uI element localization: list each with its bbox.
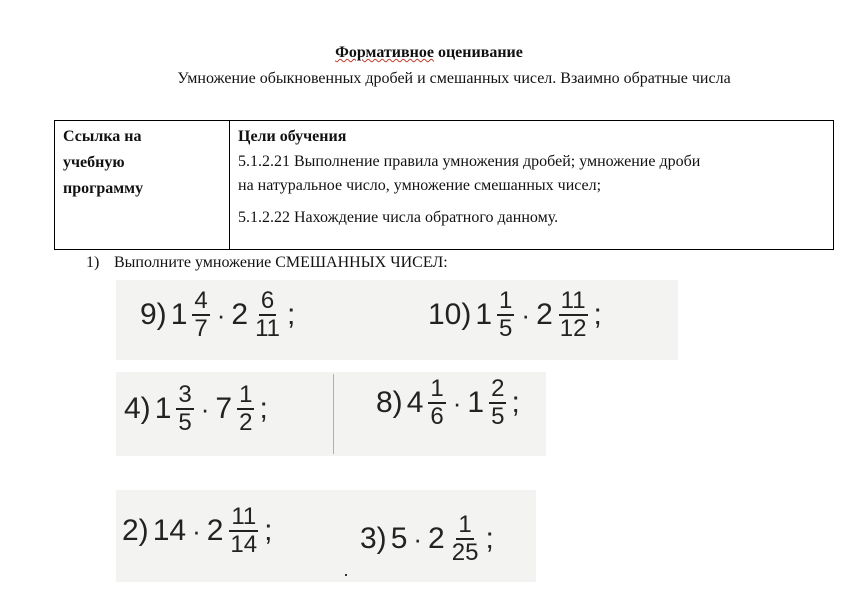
fraction xyxy=(237,382,254,436)
stray-dot xyxy=(345,574,347,576)
exercise-label: 4) xyxy=(124,392,151,425)
semicolon: ; xyxy=(287,298,296,331)
page-title xyxy=(0,44,858,62)
exercise-label: 3) xyxy=(360,522,387,555)
task-text: Выполните умножение СМЕШАННЫХ ЧИСЕЛ: xyxy=(114,254,448,271)
denominator: 12 xyxy=(559,315,587,342)
reference-line: программу xyxy=(63,180,144,197)
goals-table xyxy=(54,120,834,250)
exercise-10 xyxy=(428,288,602,342)
numerator: 2 xyxy=(491,375,505,402)
goal-1-line-1: 5.1.2.21 Выполнение правила умножения дробей; умножение дроби xyxy=(238,153,701,170)
exercise-4 xyxy=(124,382,268,436)
fraction xyxy=(253,288,282,342)
numerator: 11 xyxy=(231,503,257,530)
title-word-1: Формативное xyxy=(335,44,434,61)
semicolon: ; xyxy=(485,522,494,555)
goal-2: 5.1.2.22 Нахождение числа обратного данному. xyxy=(238,209,559,226)
task-instruction xyxy=(86,254,448,272)
learning-goals-heading: Цели обучения xyxy=(238,128,347,145)
multiply-dot: · xyxy=(413,523,423,554)
exercise-label: 9) xyxy=(140,298,167,331)
denominator: 2 xyxy=(239,409,253,436)
denominator: 14 xyxy=(230,531,258,558)
exercise-3 xyxy=(360,512,494,566)
page-subtitle: Умножение обыкновенных дробей и смешанных чисел. Взаимно обратные числа xyxy=(177,70,731,87)
whole-part: 2 xyxy=(428,522,445,555)
numerator: 1 xyxy=(499,287,513,314)
whole-part: 14 xyxy=(152,514,187,547)
multiply-dot: · xyxy=(192,515,201,546)
semicolon: ; xyxy=(259,392,268,425)
denominator: 5 xyxy=(178,409,192,436)
denominator: 7 xyxy=(194,315,208,342)
whole-part: 4 xyxy=(406,386,424,419)
fraction xyxy=(428,376,445,430)
whole-part: 1 xyxy=(467,386,485,419)
whole-part: 1 xyxy=(170,298,188,331)
numerator: 1 xyxy=(458,511,472,538)
numerator: 1 xyxy=(430,375,444,402)
fraction xyxy=(558,288,589,342)
curriculum-reference-cell xyxy=(55,121,230,250)
fraction xyxy=(489,376,506,430)
task-number: 1) xyxy=(86,254,100,271)
multiply-dot: · xyxy=(521,299,531,330)
denominator: 5 xyxy=(491,403,505,430)
whole-part: 7 xyxy=(215,392,233,425)
title-word-2: оценивание xyxy=(437,44,523,61)
denominator: 11 xyxy=(255,315,281,342)
whole-part: 5 xyxy=(390,522,408,555)
numerator: 6 xyxy=(260,287,275,314)
exercise-2 xyxy=(122,504,272,558)
denominator: 25 xyxy=(451,539,479,566)
numerator: 1 xyxy=(239,381,253,408)
exercise-label: 2) xyxy=(122,514,149,547)
whole-part: 1 xyxy=(475,298,493,331)
fraction xyxy=(228,504,259,558)
multiply-dot: · xyxy=(200,393,210,424)
numerator: 3 xyxy=(178,381,192,408)
denominator: 6 xyxy=(430,403,444,430)
semicolon: ; xyxy=(593,298,602,331)
numerator: 4 xyxy=(194,287,208,314)
multiply-dot: · xyxy=(452,387,462,418)
exercise-label: 8) xyxy=(376,386,403,419)
reference-line: Ссылка на xyxy=(63,128,142,145)
multiply-dot: · xyxy=(216,299,226,330)
whole-part: 1 xyxy=(154,392,172,425)
goal-1-line-2: на натуральное число, умножение смешанных чисел; xyxy=(238,177,602,194)
whole-part: 2 xyxy=(536,298,553,331)
numerator: 11 xyxy=(560,287,586,314)
reference-line: учебную xyxy=(63,154,125,171)
panel-divider xyxy=(333,374,334,454)
semicolon: ; xyxy=(264,514,273,547)
whole-part: 2 xyxy=(206,514,224,547)
exercise-8 xyxy=(376,376,520,430)
exercise-9 xyxy=(140,288,295,342)
fraction xyxy=(176,382,193,436)
fraction xyxy=(192,288,209,342)
fraction xyxy=(450,512,481,566)
semicolon: ; xyxy=(511,386,520,419)
learning-goals-cell xyxy=(230,121,834,250)
whole-part: 2 xyxy=(231,298,249,331)
exercise-label: 10) xyxy=(428,298,472,331)
denominator: 5 xyxy=(499,315,513,342)
fraction xyxy=(497,288,514,342)
